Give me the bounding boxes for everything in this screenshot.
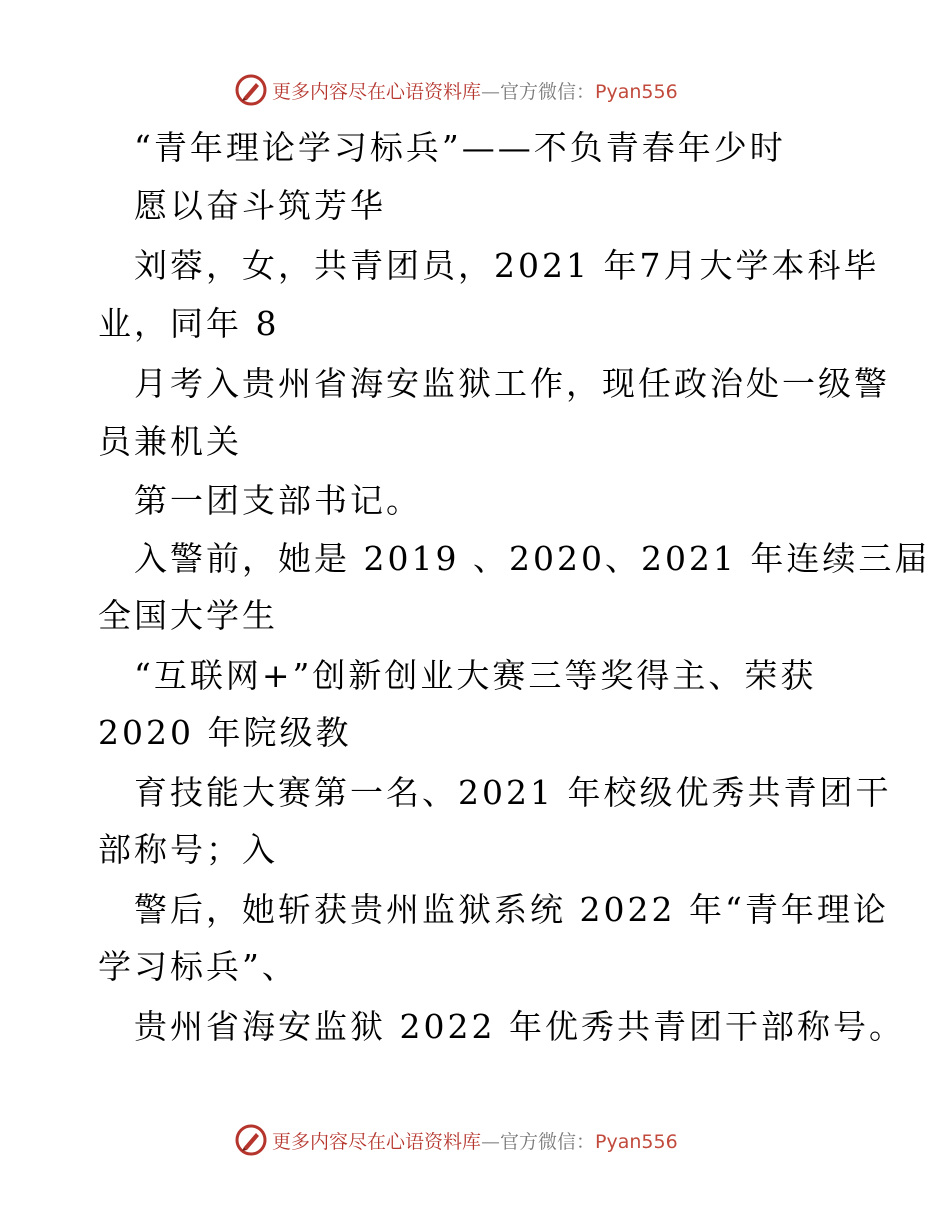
doc-subtitle-line: 愿以奋斗筑芳华 bbox=[134, 186, 386, 225]
header-wechat-label: 官方微信： bbox=[500, 80, 596, 103]
footer-separator: — bbox=[481, 1130, 501, 1153]
doc-line: 贵州省海安监狱 2022 年优秀共青团干部称号。 bbox=[134, 1007, 905, 1046]
doc-line: 部称号；入 bbox=[98, 830, 278, 869]
header-site-text: 更多内容尽在心语资料库 bbox=[272, 80, 482, 103]
doc-line: 第一团支部书记。 bbox=[134, 481, 422, 520]
doc-line: 警后，她斩获贵州监狱系统 2022 年“青年理论 bbox=[134, 890, 889, 929]
doc-line: 学习标兵”、 bbox=[98, 947, 298, 986]
doc-line: “互联网+”创新创业大赛三等奖得主、荣获 bbox=[134, 656, 817, 695]
doc-line: 全国大学生 bbox=[98, 596, 278, 635]
header-separator: — bbox=[481, 80, 501, 103]
doc-line: 月考入贵州省海安监狱工作，现任政治处一级警 bbox=[134, 364, 890, 403]
doc-line: 入警前，她是 2019 、2020、2021 年连续三届 bbox=[134, 539, 931, 578]
pen-logo-icon bbox=[234, 73, 268, 107]
header-banner-text bbox=[272, 77, 678, 104]
pen-logo-icon bbox=[234, 1123, 268, 1157]
doc-line: 育技能大赛第一名、2021 年校级优秀共青团干 bbox=[134, 773, 892, 812]
footer-watermark-banner bbox=[234, 1122, 678, 1158]
doc-title-line: “青年理论学习标兵”——不负青春年少时 bbox=[134, 128, 786, 167]
doc-line: 业，同年 8 bbox=[98, 304, 280, 343]
doc-line: 刘蓉，女，共青团员，2021 年7月大学本科毕 bbox=[134, 246, 880, 285]
doc-line: 员兼机关 bbox=[98, 422, 242, 461]
doc-line: 2020 年院级教 bbox=[98, 713, 352, 752]
footer-banner-text bbox=[272, 1127, 678, 1154]
footer-site-text: 更多内容尽在心语资料库 bbox=[272, 1130, 482, 1153]
footer-wechat-id: Pyan556 bbox=[595, 1130, 678, 1153]
header-watermark-banner bbox=[234, 72, 678, 108]
footer-wechat-label: 官方微信： bbox=[500, 1130, 596, 1153]
header-wechat-id: Pyan556 bbox=[595, 80, 678, 103]
